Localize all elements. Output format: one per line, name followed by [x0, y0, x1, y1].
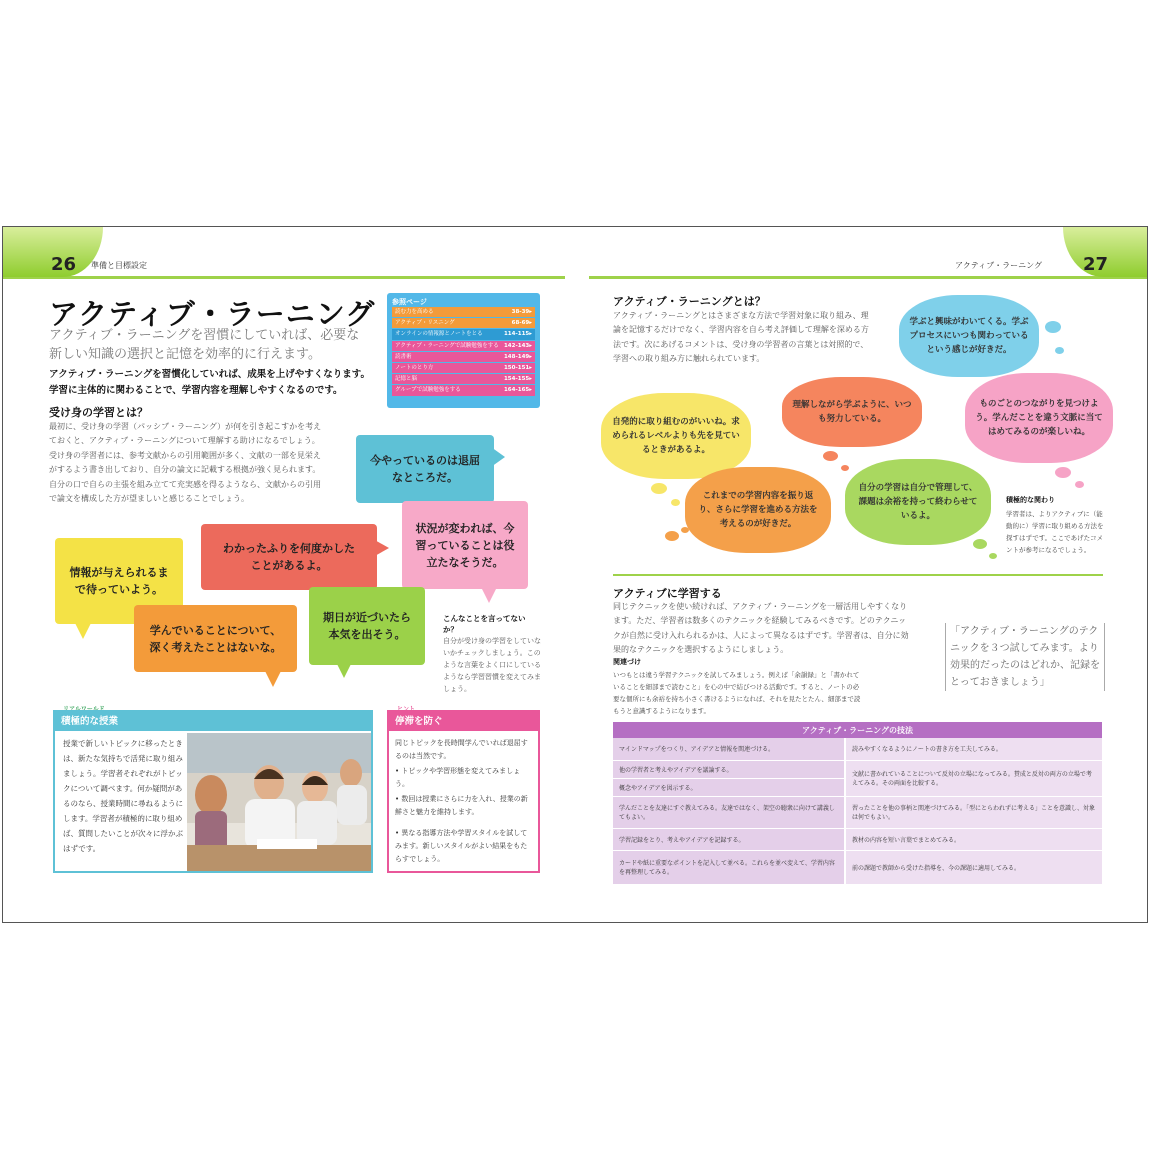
- left-page-number: 26: [51, 254, 77, 275]
- reference-row[interactable]: 読書術 148-149▸: [392, 352, 535, 362]
- cloud-puff: [651, 483, 667, 494]
- active-note-body: 学習者は、よりアクティブに（能動的に）学習に取り組める方法を探すはずです。ここであげたコメントが参考になるでしょう。: [1006, 510, 1104, 554]
- speech-bubble-deadline: 期日が近づいたら本気を出そう。: [309, 587, 425, 665]
- learn-body: 同じテクニックを使い続ければ、アクティブ・ラーニングを一層活用しやすくなります。ただ、学習者は数多くのテクニックを経験してみるべきです。どのテクニックが自然に受け入れられるかは、人によって異なるはずです。学習者は、自分に効果的なテクニックを選択するようにしましょう。: [613, 602, 909, 655]
- book-spread: [2, 226, 1148, 923]
- speech-bubble-bored: 今やっているのは退屈なところだ。: [356, 435, 494, 503]
- cloud-puff: [823, 451, 838, 461]
- reference-row[interactable]: オンラインの情報源とノートをとる 114-115▸: [392, 329, 535, 339]
- learn-heading: アクティブに学習する: [613, 587, 722, 600]
- reference-row[interactable]: ノートのとり方 150-151▸: [392, 363, 535, 373]
- real-world-body: 授業で新しいトピックに移ったときは、新たな気持ちで活発に取り組みましょう。学習者それぞれがトピックについて調べます。何か疑問があるのなら、授業時間に尋ねるようにします。学習者が積極的に取り組めば、質問したいことが次々に浮かぶはずです。: [63, 739, 183, 853]
- cloud-comment-proactive: 自発的に取り組むのがいいね。求められるレベルよりも先を見ているときがあるよ。: [601, 393, 751, 479]
- note-heading: こんなことを言ってないか？: [443, 614, 526, 634]
- lead-bold-text: アクティブ・ラーニングを習慣化していれば、成果を上げやすくなります。学習に主体的に関わることで、学習内容を理解しやすくなるのです。: [49, 369, 371, 396]
- what-heading: アクティブ・ラーニングとは？: [613, 295, 766, 308]
- section-rule: [613, 574, 1103, 576]
- table-row: カードや紙に重要なポイントを記入して並べる。これらを並べ変えて、学習内容を再整理してみる。 前の課題で教師から受けた指導を、今の課題に適用してみる。: [613, 850, 1102, 884]
- passive-heading: 受け身の学習とは？: [49, 406, 148, 419]
- cloud-puff: [989, 553, 997, 559]
- reference-row[interactable]: アクティブ・リスニング 68-69▸: [392, 318, 535, 328]
- cloud-puff: [1055, 347, 1064, 354]
- table-heading: アクティブ・ラーニングの技法: [613, 722, 1102, 738]
- cloud-puff: [841, 465, 849, 471]
- classroom-photo: [187, 733, 371, 871]
- related-body: いつもとは違う学習テクニックを試してみましょう。例えば「余韻録」と「書かれていることを細部まで読むこと」を心の中で結びつける活動です。すると、ノートの必要な個所にも余裕を持ち小さく書けるようになれば、それを見たとたん、細部まで読もうと意識するようになります。: [613, 671, 861, 715]
- table-row: 学んだことを友達にすぐ教えてみる。友達ではなく、架空の聴衆に向けて講義してもよい。 習ったことを他の事柄と関連づけてみる。「型にとらわれずに考える」ことを意識し、対象は何でもよい。: [613, 796, 1102, 828]
- table-row: マインドマップをつくり、アイデアと情報を関連づける。 読みやすくなるようにノートの書き方を工夫してみる。: [613, 738, 1102, 760]
- reference-row[interactable]: 読む力を高める 38-39▸: [392, 307, 535, 317]
- bubble-tail: [482, 589, 496, 603]
- cloud-comment-understand: 理解しながら学ぶように、いつも努力している。: [782, 377, 922, 447]
- cloud-puff: [681, 527, 689, 533]
- cloud-comment-connections: ものごとのつながりを見つけよう。学んだことを違う文脈に当てはめてみるのが楽しいね。: [965, 373, 1113, 463]
- reference-heading: 参照ページ: [392, 298, 427, 306]
- speech-bubble-irrelevant: 状況が変われば、今習っていることは役立たなそうだ。: [402, 501, 528, 589]
- table-row: 概念やアイデアを図示する。: [613, 778, 1102, 796]
- cloud-puff: [1075, 481, 1084, 488]
- cloud-comment-review: これまでの学習内容を振り返り、さらに学習を進める方法を考えるのが好きだ。: [685, 467, 831, 553]
- lead-text: アクティブ・ラーニングを習慣にしていれば、必要な新しい知識の選択と記憶を効率的に行えます。: [49, 328, 360, 362]
- passive-body: 最初に、受け身の学習（パッシブ・ラーニング）が何を引き起こすかを考えておくと、アクティブ・ラーニングについて理解する助けになるでしょう。受け身の学習者には、参考文献からの引用範囲が多く、文献の一部を見栄えがするよう書き出しており、自分の論文に記載する根拠が強く見られます。自分の口で自らの主張を組み立てて充実感を得るようなら、文献からの引用で論文を構成した方が望ましいと感じることでしょう。: [49, 422, 322, 504]
- speech-bubble-pretend: わかったふりを何度かしたことがあるよ。: [201, 524, 377, 590]
- active-note-heading: 積極的な関わり: [1006, 496, 1055, 504]
- hint-heading: 停滞を防ぐ: [389, 712, 538, 731]
- cloud-puff: [973, 539, 987, 549]
- techniques-table: [613, 722, 1102, 885]
- cloud-puff: [665, 531, 679, 541]
- bubble-tail: [265, 671, 281, 687]
- hint-item: • 数回は授業にさらに力を入れ、授業の新鮮さと魅力を維持します。: [395, 795, 528, 816]
- real-world-heading: 積極的な授業: [55, 712, 371, 731]
- speech-bubble-shallow: 学んでいることについて、深く考えたことはないな。: [134, 605, 297, 672]
- reference-row[interactable]: アクティブ・ラーニングで試験勉強をする 142-143▸: [392, 341, 535, 351]
- what-body: アクティブ・ラーニングとはさまざまな方法で学習対象に取り組み、理論を記憶するだけでなく、学習内容を自ら考え評価して理解を深める方法です。次にあげるコメントは、受け身の学習者の言葉とは対照的で、学習への取り組み方に触れられています。: [613, 311, 869, 364]
- note-body: 自分が受け身の学習をしていないかチェックしましょう。このような言葉をよく口にしているようなら学習習慣を変えてみましょう。: [443, 637, 541, 693]
- right-running-title: アクティブ・ラーニング: [955, 261, 1042, 270]
- bubble-tail: [491, 447, 505, 467]
- hint-item: • 異なる指導方法や学習スタイルを試してみます。新しいスタイルがよい結果をもたらすでしょう。: [395, 829, 528, 863]
- cloud-puff: [671, 499, 680, 506]
- table-row: 学習記録をとり、考えやアイデアを記録する。 教材の内容を短い言葉でまとめてみる。: [613, 828, 1102, 850]
- reference-row[interactable]: 記憶と脳 154-155▸: [392, 374, 535, 384]
- cloud-puff: [1045, 321, 1061, 333]
- right-page-number: 27: [1083, 254, 1109, 275]
- hint-item: • トピックや学習形態を変えてみましょう。: [395, 767, 521, 788]
- left-running-title: 準備と目標設定: [91, 261, 147, 270]
- cloud-comment-manage: 自分の学習は自分で管理して、課題は余裕を持って終わらせているよ。: [845, 459, 991, 545]
- table-row: 他の学習者と考えやアイデアを議論する。 文献に書かれていることについて反対の立場になってみる。賛成と反対の両方の立場で考えてみる。その両面を比較する。: [613, 760, 1102, 778]
- hint-intro: 同じトピックを長時間学んでいれば退屈するのは当然です。: [395, 739, 528, 760]
- cloud-comment-interest: 学ぶと興味がわいてくる。学ぶプロセスにいつも関わっているという感じが好きだ。: [899, 295, 1039, 377]
- speech-bubble-wait: 情報が与えられるまで待っていよう。: [55, 538, 183, 624]
- bubble-tail: [373, 539, 389, 557]
- header-rule-right: [589, 276, 1148, 279]
- pull-quote: 「アクティブ・ラーニングのテクニックを３つ試してみます。より効果的だったのはどれか、記録をとっておきましょう」: [945, 623, 1105, 691]
- bubble-tail: [75, 623, 91, 639]
- page-title: アクティブ・ラーニング: [49, 297, 376, 331]
- related-heading: 関連づけ: [613, 658, 641, 666]
- reference-row[interactable]: グループで試験勉強をする 164-165▸: [392, 385, 535, 395]
- reference-box: [387, 293, 540, 408]
- cloud-puff: [1055, 467, 1071, 478]
- header-rule-left: [3, 276, 565, 279]
- bubble-tail: [337, 664, 351, 678]
